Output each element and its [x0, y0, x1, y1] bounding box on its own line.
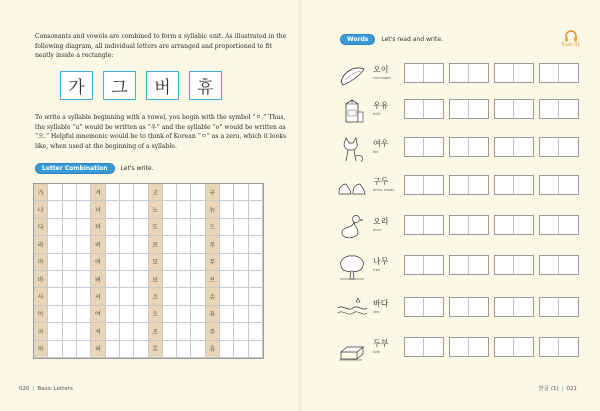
syllable-cell: 드 [206, 219, 220, 236]
practice-cell[interactable] [249, 254, 263, 271]
practice-cell[interactable] [249, 323, 263, 340]
practice-cell[interactable] [77, 341, 91, 358]
practice-cell[interactable] [77, 306, 91, 323]
word-row [336, 294, 576, 324]
practice-cell[interactable] [249, 236, 263, 253]
letter-combination-grid [33, 183, 264, 359]
practice-cell[interactable] [249, 306, 263, 323]
practice-cell[interactable] [191, 254, 205, 271]
chapter-label: Basic Letters [37, 386, 73, 392]
syllable-cell: 다 [34, 219, 48, 236]
practice-cell[interactable] [191, 323, 205, 340]
practice-cell[interactable] [48, 219, 62, 236]
practice-cell[interactable] [120, 306, 134, 323]
syllable-cell: 자 [34, 323, 48, 340]
practice-cell[interactable] [120, 323, 134, 340]
practice-cell[interactable] [106, 236, 120, 253]
practice-cell[interactable] [234, 341, 248, 358]
practice-cell[interactable] [134, 271, 148, 288]
chapter-label: 한글 (1) [538, 386, 559, 392]
practice-cell[interactable] [191, 201, 205, 218]
word-row [336, 212, 576, 242]
syllable-cell: 아 [34, 306, 48, 323]
shoes-icon [336, 172, 368, 202]
practice-cell[interactable] [120, 219, 134, 236]
example-tiles [60, 71, 222, 100]
syllable-cell: 브 [206, 271, 220, 288]
practice-cell[interactable] [220, 288, 234, 305]
practice-cell[interactable] [63, 288, 77, 305]
word-english: fox [373, 150, 379, 154]
practice-cell[interactable] [220, 306, 234, 323]
tree-icon [336, 252, 368, 282]
writing-grid[interactable] [404, 175, 576, 195]
practice-cell[interactable] [177, 184, 191, 201]
practice-cell[interactable] [249, 184, 263, 201]
word-korean: 나무 [373, 257, 389, 266]
practice-cell[interactable] [106, 306, 120, 323]
practice-cell[interactable] [77, 288, 91, 305]
syllable-cell: 가 [34, 184, 48, 201]
left-footer: 020 | Basic Letters [19, 386, 73, 392]
syllable-cell: 소 [149, 288, 163, 305]
practice-cell[interactable] [177, 254, 191, 271]
practice-cell[interactable] [191, 184, 205, 201]
practice-cell[interactable] [134, 219, 148, 236]
practice-cell[interactable] [106, 219, 120, 236]
word-english: duck [373, 228, 382, 232]
practice-cell[interactable] [177, 306, 191, 323]
practice-cell[interactable] [63, 201, 77, 218]
syllable-cell: 호 [149, 341, 163, 358]
page-number: 021 [566, 386, 577, 392]
syllable-cell: 유 [206, 306, 220, 323]
example-tile: 그 [103, 71, 136, 100]
practice-cell[interactable] [177, 236, 191, 253]
word-korean: 오이 [373, 65, 389, 74]
practice-cell[interactable] [177, 219, 191, 236]
practice-cell[interactable] [48, 288, 62, 305]
practice-cell[interactable] [63, 219, 77, 236]
practice-cell[interactable] [48, 201, 62, 218]
syllable-cell: 하 [34, 341, 48, 358]
syllable-cell: 나 [34, 201, 48, 218]
practice-cell[interactable] [234, 323, 248, 340]
practice-cell[interactable] [220, 236, 234, 253]
practice-cell[interactable] [134, 254, 148, 271]
practice-cell[interactable] [249, 271, 263, 288]
practice-cell[interactable] [220, 201, 234, 218]
practice-cell[interactable] [177, 288, 191, 305]
word-row [336, 252, 576, 282]
word-row [336, 134, 576, 164]
practice-cell[interactable] [220, 184, 234, 201]
practice-cell[interactable] [134, 236, 148, 253]
practice-cell[interactable] [163, 184, 177, 201]
syllable-cell: 주 [206, 323, 220, 340]
practice-cell[interactable] [77, 201, 91, 218]
practice-cell[interactable] [220, 341, 234, 358]
practice-cell[interactable] [106, 288, 120, 305]
syllable-cell: 여 [91, 306, 105, 323]
syllable-cell: 구 [206, 184, 220, 201]
word-korean: 오리 [373, 217, 389, 226]
practice-cell[interactable] [120, 271, 134, 288]
track-label: Track 01 [561, 43, 580, 48]
syllable-cell: 져 [91, 323, 105, 340]
practice-cell[interactable] [163, 219, 177, 236]
practice-cell[interactable] [134, 341, 148, 358]
word-korean: 여우 [373, 139, 389, 148]
section-pill: Words [340, 34, 375, 45]
practice-cell[interactable] [63, 323, 77, 340]
practice-cell[interactable] [106, 323, 120, 340]
practice-cell[interactable] [120, 254, 134, 271]
practice-cell[interactable] [220, 219, 234, 236]
practice-cell[interactable] [48, 341, 62, 358]
syllable-cell: 려 [91, 236, 105, 253]
words-header [340, 34, 443, 45]
practice-cell[interactable] [163, 323, 177, 340]
word-korean: 바다 [373, 299, 389, 308]
syllable-cell: 뉴 [206, 201, 220, 218]
syllable-cell: 조 [149, 323, 163, 340]
word-korean: 우유 [373, 101, 389, 110]
practice-cell[interactable] [77, 323, 91, 340]
syllable-cell: 무 [206, 254, 220, 271]
letter-combination-header [35, 163, 153, 174]
practice-cell[interactable] [163, 236, 177, 253]
practice-cell[interactable] [77, 236, 91, 253]
syllable-cell: 로 [149, 236, 163, 253]
practice-cell[interactable] [48, 184, 62, 201]
syllable-cell: 녀 [91, 201, 105, 218]
syllable-cell: 며 [91, 254, 105, 271]
word-row [336, 172, 576, 202]
page-number: 020 [19, 386, 30, 392]
practice-cell[interactable] [163, 288, 177, 305]
practice-cell[interactable] [191, 271, 205, 288]
practice-cell[interactable] [234, 288, 248, 305]
practice-cell[interactable] [163, 341, 177, 358]
writing-grid[interactable] [404, 137, 576, 157]
headphones-icon [564, 30, 578, 42]
word-english: tofu [373, 350, 381, 354]
practice-cell[interactable] [77, 254, 91, 271]
practice-cell[interactable] [234, 306, 248, 323]
practice-cell[interactable] [48, 306, 62, 323]
intro-paragraph: Consonants and vowels are combined to form a syllabic unit. As illustrated in the following diagram, all individual letters are arranged and proportioned to fit neatly inside a rectangle: [35, 33, 287, 60]
practice-cell[interactable] [48, 323, 62, 340]
practice-cell[interactable] [106, 201, 120, 218]
word-english: cucumber [373, 76, 391, 80]
practice-cell[interactable] [177, 271, 191, 288]
syllable-cell: 루 [206, 236, 220, 253]
practice-cell[interactable] [234, 219, 248, 236]
practice-cell[interactable] [120, 341, 134, 358]
practice-cell[interactable] [48, 236, 62, 253]
practice-cell[interactable] [63, 184, 77, 201]
fox-icon [336, 134, 368, 164]
practice-cell[interactable] [163, 254, 177, 271]
writing-grid[interactable] [404, 99, 576, 119]
practice-cell[interactable] [134, 201, 148, 218]
practice-cell[interactable] [234, 236, 248, 253]
writing-grid[interactable] [404, 255, 576, 275]
section-subtitle: Let's write. [120, 165, 154, 172]
practice-cell[interactable] [106, 254, 120, 271]
practice-cell[interactable] [48, 254, 62, 271]
word-row [336, 60, 576, 90]
example-tile: 가 [60, 71, 93, 100]
practice-cell[interactable] [120, 288, 134, 305]
section-subtitle: Let's read and write. [381, 36, 443, 43]
duck-icon [336, 212, 368, 242]
syllable-cell: 바 [34, 271, 48, 288]
word-korean: 두부 [373, 339, 389, 348]
practice-cell[interactable] [249, 341, 263, 358]
vowel-paragraph: To write a syllable beginning with a vowel, you begin with the symbol “ㅇ.” Thus, the syllable “u” would be written as “우” and the syllable “o” would be written as “오.” Helpful mnemonic would be to think of Korean “ㅇ” as a zero, which it looks like, when used at the beginning of a syllable. [35, 114, 287, 150]
syllable-cell: 도 [149, 219, 163, 236]
practice-cell[interactable] [120, 201, 134, 218]
practice-cell[interactable] [234, 254, 248, 271]
practice-cell[interactable] [220, 271, 234, 288]
practice-cell[interactable] [234, 201, 248, 218]
practice-cell[interactable] [63, 271, 77, 288]
practice-cell[interactable] [134, 306, 148, 323]
practice-cell[interactable] [177, 341, 191, 358]
practice-cell[interactable] [220, 254, 234, 271]
writing-grid[interactable] [404, 297, 576, 317]
practice-cell[interactable] [220, 323, 234, 340]
practice-cell[interactable] [249, 219, 263, 236]
syllable-cell: 슈 [206, 288, 220, 305]
practice-cell[interactable] [77, 271, 91, 288]
syllable-cell: 보 [149, 271, 163, 288]
practice-cell[interactable] [134, 288, 148, 305]
cucumber-icon [336, 60, 368, 90]
practice-cell[interactable] [63, 341, 77, 358]
practice-cell[interactable] [106, 341, 120, 358]
syllable-cell: 오 [149, 306, 163, 323]
practice-cell[interactable] [106, 184, 120, 201]
example-tile: 휴 [189, 71, 222, 100]
word-english: tree [373, 268, 381, 272]
syllable-cell: 마 [34, 254, 48, 271]
practice-cell[interactable] [134, 323, 148, 340]
practice-cell[interactable] [191, 236, 205, 253]
syllable-cell: 겨 [91, 184, 105, 201]
practice-cell[interactable] [106, 271, 120, 288]
practice-cell[interactable] [177, 323, 191, 340]
syllable-cell: 고 [149, 184, 163, 201]
tofu-icon [336, 334, 368, 364]
sea-icon [336, 294, 368, 324]
practice-cell[interactable] [191, 219, 205, 236]
practice-cell[interactable] [134, 184, 148, 201]
writing-grid[interactable] [404, 63, 576, 83]
section-pill: Letter Combination [35, 163, 115, 174]
practice-cell[interactable] [63, 306, 77, 323]
syllable-cell: 셔 [91, 288, 105, 305]
practice-cell[interactable] [249, 201, 263, 218]
word-english: sea [373, 310, 380, 314]
word-row [336, 96, 576, 126]
practice-cell[interactable] [191, 306, 205, 323]
practice-cell[interactable] [234, 271, 248, 288]
practice-cell[interactable] [191, 288, 205, 305]
practice-cell[interactable] [48, 271, 62, 288]
practice-cell[interactable] [249, 288, 263, 305]
practice-cell[interactable] [234, 184, 248, 201]
word-english: milk [373, 112, 381, 116]
example-tile: 버 [146, 71, 179, 100]
practice-cell[interactable] [163, 201, 177, 218]
practice-cell[interactable] [191, 341, 205, 358]
practice-cell[interactable] [177, 201, 191, 218]
syllable-cell: 라 [34, 236, 48, 253]
practice-cell[interactable] [77, 184, 91, 201]
practice-cell[interactable] [120, 236, 134, 253]
practice-cell[interactable] [63, 236, 77, 253]
syllable-cell: 뎌 [91, 219, 105, 236]
word-english: dress shoes [373, 188, 395, 192]
syllable-cell: 노 [149, 201, 163, 218]
practice-cell[interactable] [77, 219, 91, 236]
word-row [336, 334, 576, 364]
milk-carton-icon [336, 96, 368, 126]
writing-grid[interactable] [404, 215, 576, 235]
right-page [300, 0, 600, 411]
practice-cell[interactable] [120, 184, 134, 201]
syllable-cell: 휴 [206, 341, 220, 358]
track-badge[interactable] [561, 30, 580, 48]
writing-grid[interactable] [404, 337, 576, 357]
practice-cell[interactable] [163, 271, 177, 288]
syllable-cell: 사 [34, 288, 48, 305]
practice-cell[interactable] [163, 306, 177, 323]
syllable-cell: 벼 [91, 271, 105, 288]
syllable-cell: 모 [149, 254, 163, 271]
right-footer: 한글 (1) | 021 [538, 386, 577, 392]
word-korean: 구두 [373, 177, 389, 186]
syllable-cell: 혀 [91, 341, 105, 358]
practice-cell[interactable] [63, 254, 77, 271]
